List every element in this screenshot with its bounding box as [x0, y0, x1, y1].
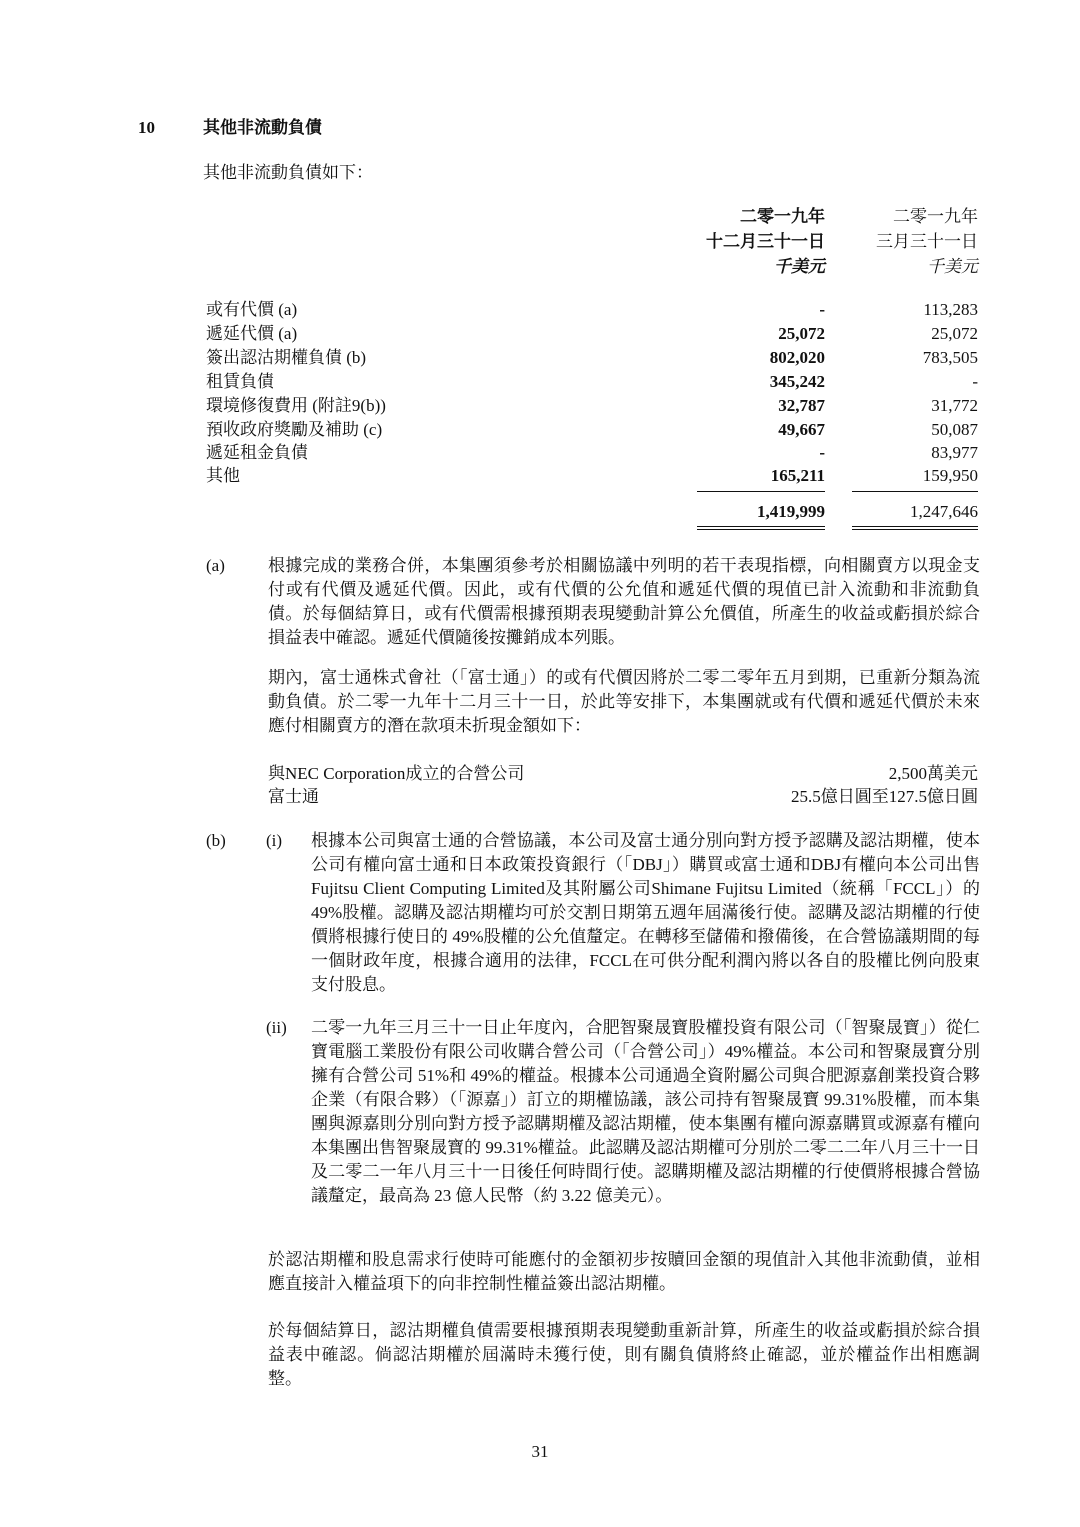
col1-header-year: 二零一九年 — [740, 207, 825, 226]
section-number: 10 — [138, 118, 155, 137]
col1-header-unit: 千美元 — [774, 257, 825, 276]
row-value-current: 165,211 — [770, 466, 825, 485]
note-b-paragraph-4: 於每個結算日，認沽期權負債需要根據預期表現變動重新計算，所產生的收益或虧損於綜合損益表中確認。倘認沽期權於屆滿時未獲行使，則有關負債將終止確認，並於權益作出相應調整。 — [268, 1321, 980, 1388]
total-rule-col1-lower — [697, 529, 825, 530]
total-rule-col2-lower — [852, 529, 978, 530]
row-value-prior: 25,072 — [931, 324, 978, 343]
row-value-current: - — [819, 443, 825, 462]
row-label: 租賃負債 — [206, 372, 274, 391]
note-b-ii-marker: (ii) — [266, 1018, 287, 1037]
row-value-prior: 83,977 — [931, 443, 978, 462]
subtotal-rule-col1 — [697, 491, 825, 492]
col2-header-year: 二零一九年 — [893, 207, 978, 226]
total-value-prior: 1,247,646 — [910, 502, 978, 521]
row-value-prior: 113,283 — [923, 300, 978, 319]
row-value-current: 25,072 — [778, 324, 825, 343]
subtotal-rule-col2 — [852, 491, 978, 492]
note-a-paragraph-2: 期內，富士通株式會社（「富士通」）的或有代價因將於二零二零年五月到期，已重新分類為流動負債。於二零一九年十二月三十一日，於此等安排下，本集團就或有代價和遞延代價於未來應付相關賣方的潛在款項未折現金額如下： — [268, 668, 980, 735]
row-label: 預收政府獎勵及補助 (c) — [206, 420, 383, 439]
total-value-current: 1,419,999 — [757, 502, 825, 521]
col2-header-unit: 千美元 — [927, 257, 978, 276]
consideration-item-label: 與NEC Corporation成立的合營公司 — [268, 764, 525, 783]
row-value-current: 802,020 — [769, 348, 825, 367]
col1-header-date: 十二月三十一日 — [706, 232, 825, 251]
note-b-ii-paragraph: 二零一九年三月三十一日止年度內，合肥智聚晟寶股權投資有限公司（「智聚晟寶」）從仁寶電腦工業股份有限公司收購合營公司（「合營公司」）49%權益。本公司和智聚晟寶分別擁有合營公司 51%和 49%的權益。根據本公司通過全資附屬公司與合肥源嘉創業投資合夥企業（有限合夥）（「源嘉」）訂立的期權協議，該公司持有智聚晟寶 99.31%股權，而本集團與源嘉則分別向對方授予認購期權及認沽期權，使本集團有權向源嘉購買或源嘉有權向本集團出售智聚晟寶的 99.31%權益。此認購及認沽期權可分別於二零二二年八月三十一日及二零二一年八月三十一日後任何時間行使。認購期權及認沽期權的行使價將根據合營協議釐定，最高為 23 億人民幣（約 3.22 億美元）。 — [311, 1018, 980, 1205]
row-label: 或有代價 (a) — [206, 300, 298, 319]
note-b-i-paragraph: 根據本公司與富士通的合營協議，本公司及富士通分別向對方授予認購及認沽期權，使本公司有權向富士通和日本政策投資銀行（「DBJ」）購買或富士通和DBJ有權向本公司出售Fujitsu Client Computing Limited及其附屬公司Shimane Fujitsu Limited（統稱「FCCL」）的 49%股權。認購及認沽期權均可於交割日期第五週年屆滿後行使。認購及認沽期權的行使價將根據行使日的 49%股權的公允值釐定。在轉移至儲備和撥備後，在合營協議期間的每一個財政年度，根據合適用的法律，FCCL在可供分配利潤內將以各自的股權比例向股東支付股息。 — [311, 831, 980, 994]
row-value-prior: 783,505 — [922, 348, 978, 367]
row-value-prior: 50,087 — [931, 420, 978, 439]
intro-text: 其他非流動負債如下： — [203, 163, 373, 182]
row-value-current: 49,667 — [778, 420, 825, 439]
row-value-prior: 31,772 — [931, 396, 978, 415]
note-b-marker: (b) — [206, 831, 226, 850]
consideration-item-value: 25.5億日圓至127.5億日圓 — [791, 787, 978, 806]
total-rule-col2-upper — [852, 526, 978, 527]
row-value-current: 32,787 — [778, 396, 825, 415]
note-b-paragraph-3: 於認沽期權和股息需求行使時可能應付的金額初步按贖回金額的現值計入其他非流動債，並相應直接計入權益項下的向非控制性權益簽出認沽期權。 — [268, 1250, 980, 1293]
row-value-current: 345,242 — [769, 372, 825, 391]
page-number: 31 — [531, 1442, 549, 1461]
row-label: 遞延租金負債 — [206, 443, 308, 462]
col2-header-date: 三月三十一日 — [876, 232, 978, 251]
row-label: 其他 — [206, 466, 240, 485]
total-rule-col1-upper — [697, 526, 825, 527]
note-a-paragraph-1: 根據完成的業務合併，本集團須參考於相關協議中列明的若干表現指標，向相關賣方以現金支付或有代價及遞延代價。因此，或有代價的公允值和遞延代價的現值已計入流動和非流動負債。於每個結算日，或有代價需根據預期表現變動計算公允價值，所產生的收益或虧損於綜合損益表中確認。遞延代價隨後按攤銷成本列賬。 — [268, 556, 980, 647]
row-label: 環境修復費用 (附註9(b)) — [206, 396, 386, 415]
row-value-prior: 159,950 — [922, 466, 978, 485]
note-a-marker: (a) — [206, 556, 225, 575]
row-value-current: - — [819, 300, 825, 319]
row-label: 遞延代價 (a) — [206, 324, 298, 343]
consideration-item-label: 富士通 — [268, 787, 319, 806]
row-label: 簽出認沽期權負債 (b) — [206, 348, 367, 367]
section-title: 其他非流動負債 — [203, 118, 322, 137]
note-b-i-marker: (i) — [266, 831, 283, 850]
row-value-prior: - — [972, 372, 978, 391]
consideration-item-value: 2,500萬美元 — [888, 764, 978, 783]
